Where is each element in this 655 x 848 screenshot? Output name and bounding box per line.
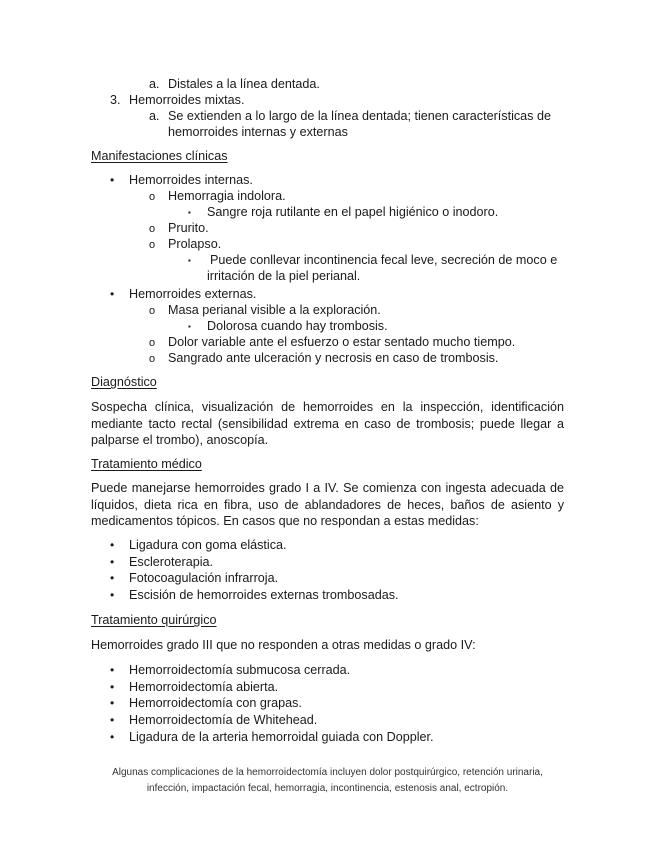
list-marker-3: 3.	[110, 93, 121, 107]
square-marker: ▪	[188, 322, 191, 331]
list-item-sangrado: Sangrado ante ulceración y necrosis en caso de trombosis.	[168, 351, 499, 365]
heading-diagnostico: Diagnóstico	[91, 375, 157, 389]
bullet-marker: •	[110, 730, 115, 744]
circle-marker: o	[149, 353, 156, 365]
bullet-marker: •	[110, 588, 115, 602]
list-item-mixtas-desc-2: hemorroides internas y externas	[168, 125, 348, 139]
bullet-marker: •	[110, 538, 115, 552]
list-item: Escleroterapia.	[129, 555, 213, 569]
list-item: Fotocoagulación infrarroja.	[129, 571, 279, 585]
list-item: Ligadura de la arteria hemorroidal guiada con Doppler.	[129, 730, 434, 744]
circle-marker: o	[149, 305, 156, 317]
footnote: Algunas complicaciones de la hemorroidectomía incluyen dolor postquirúrgico, retención urinaria, infección, impactación fecal, hemorragia, incontinencia, estenosis anal, ectropión.	[112, 767, 543, 794]
list-item-internas: Hemorroides internas.	[129, 173, 253, 187]
list-item: Ligadura con goma elástica.	[129, 538, 287, 552]
tratamiento-quirurgico-paragraph: Hemorroides grado III que no responden a otras medidas o grado IV:	[91, 638, 476, 652]
list-item-externas: Hemorroides externas.	[129, 287, 257, 301]
list-item-mixtas-desc-1: Se extienden a lo largo de la línea dentada; tienen características de	[168, 109, 551, 123]
circle-marker: o	[149, 191, 156, 203]
list-marker-a: a.	[149, 77, 160, 91]
list-item-dolorosa: Dolorosa cuando hay trombosis.	[207, 319, 388, 333]
list-item: Hemorroidectomía submucosa cerrada.	[129, 663, 351, 677]
bullet-marker: •	[110, 680, 115, 694]
list-item-masa: Masa perianal visible a la exploración.	[168, 303, 381, 317]
bullet-marker: •	[110, 571, 115, 585]
bullet-marker: •	[110, 173, 115, 187]
bullet-marker: •	[110, 287, 115, 301]
heading-manifestaciones: Manifestaciones clínicas	[91, 149, 228, 163]
bullet-marker: •	[110, 555, 115, 569]
list-item: Escisión de hemorroides externas trombosadas.	[129, 588, 399, 602]
bullet-marker: •	[110, 663, 115, 677]
list-item: Hemorroidectomía de Whitehead.	[129, 713, 318, 727]
list-item-prolapso-detail-1: Puede conllevar incontinencia fecal leve, secreción de moco e	[210, 253, 558, 267]
heading-tratamiento-medico: Tratamiento médico	[91, 457, 202, 471]
list-item-prurito: Prurito.	[168, 221, 209, 235]
bullet-marker: •	[110, 713, 115, 727]
list-item-distales: Distales a la línea dentada.	[168, 77, 320, 91]
list-item: Hemorroidectomía con grapas.	[129, 696, 302, 710]
list-item-prolapso: Prolapso.	[168, 237, 222, 251]
list-item-prolapso-detail-2: irritación de la piel perianal.	[207, 269, 361, 283]
list-item-sangre: Sangre roja rutilante en el papel higiénico o inodoro.	[207, 205, 499, 219]
circle-marker: o	[149, 337, 156, 349]
tratamiento-medico-paragraph: Puede manejarse hemorroides grado I a IV. Se comienza con ingesta adecuada de líquidos, dieta rica en fibra, uso de ablandadores de heces, baños de asiento y medicamentos tópicos. En casos que no respondan a estas medidas:	[91, 481, 564, 528]
square-marker: ▪	[188, 208, 191, 217]
diagnostico-paragraph: Sospecha clínica, visualización de hemorroides en la inspección, identificación mediante tacto rectal (sensibilidad extrema en caso de trombosis; puede llegar a palparse el trombo), anoscopía.	[91, 400, 564, 447]
list-item-dolor: Dolor variable ante el esfuerzo o estar sentado mucho tiempo.	[168, 335, 516, 349]
circle-marker: o	[149, 239, 156, 251]
list-item: Hemorroidectomía abierta.	[129, 680, 279, 694]
circle-marker: o	[149, 223, 156, 235]
square-marker: ▪	[188, 256, 191, 265]
list-item-mixtas: Hemorroides mixtas.	[129, 93, 245, 107]
heading-tratamiento-quirurgico: Tratamiento quirúrgico	[91, 613, 217, 627]
list-marker-a-2: a.	[149, 109, 160, 123]
list-item-hemorragia: Hemorragia indolora.	[168, 189, 286, 203]
bullet-marker: •	[110, 696, 115, 710]
